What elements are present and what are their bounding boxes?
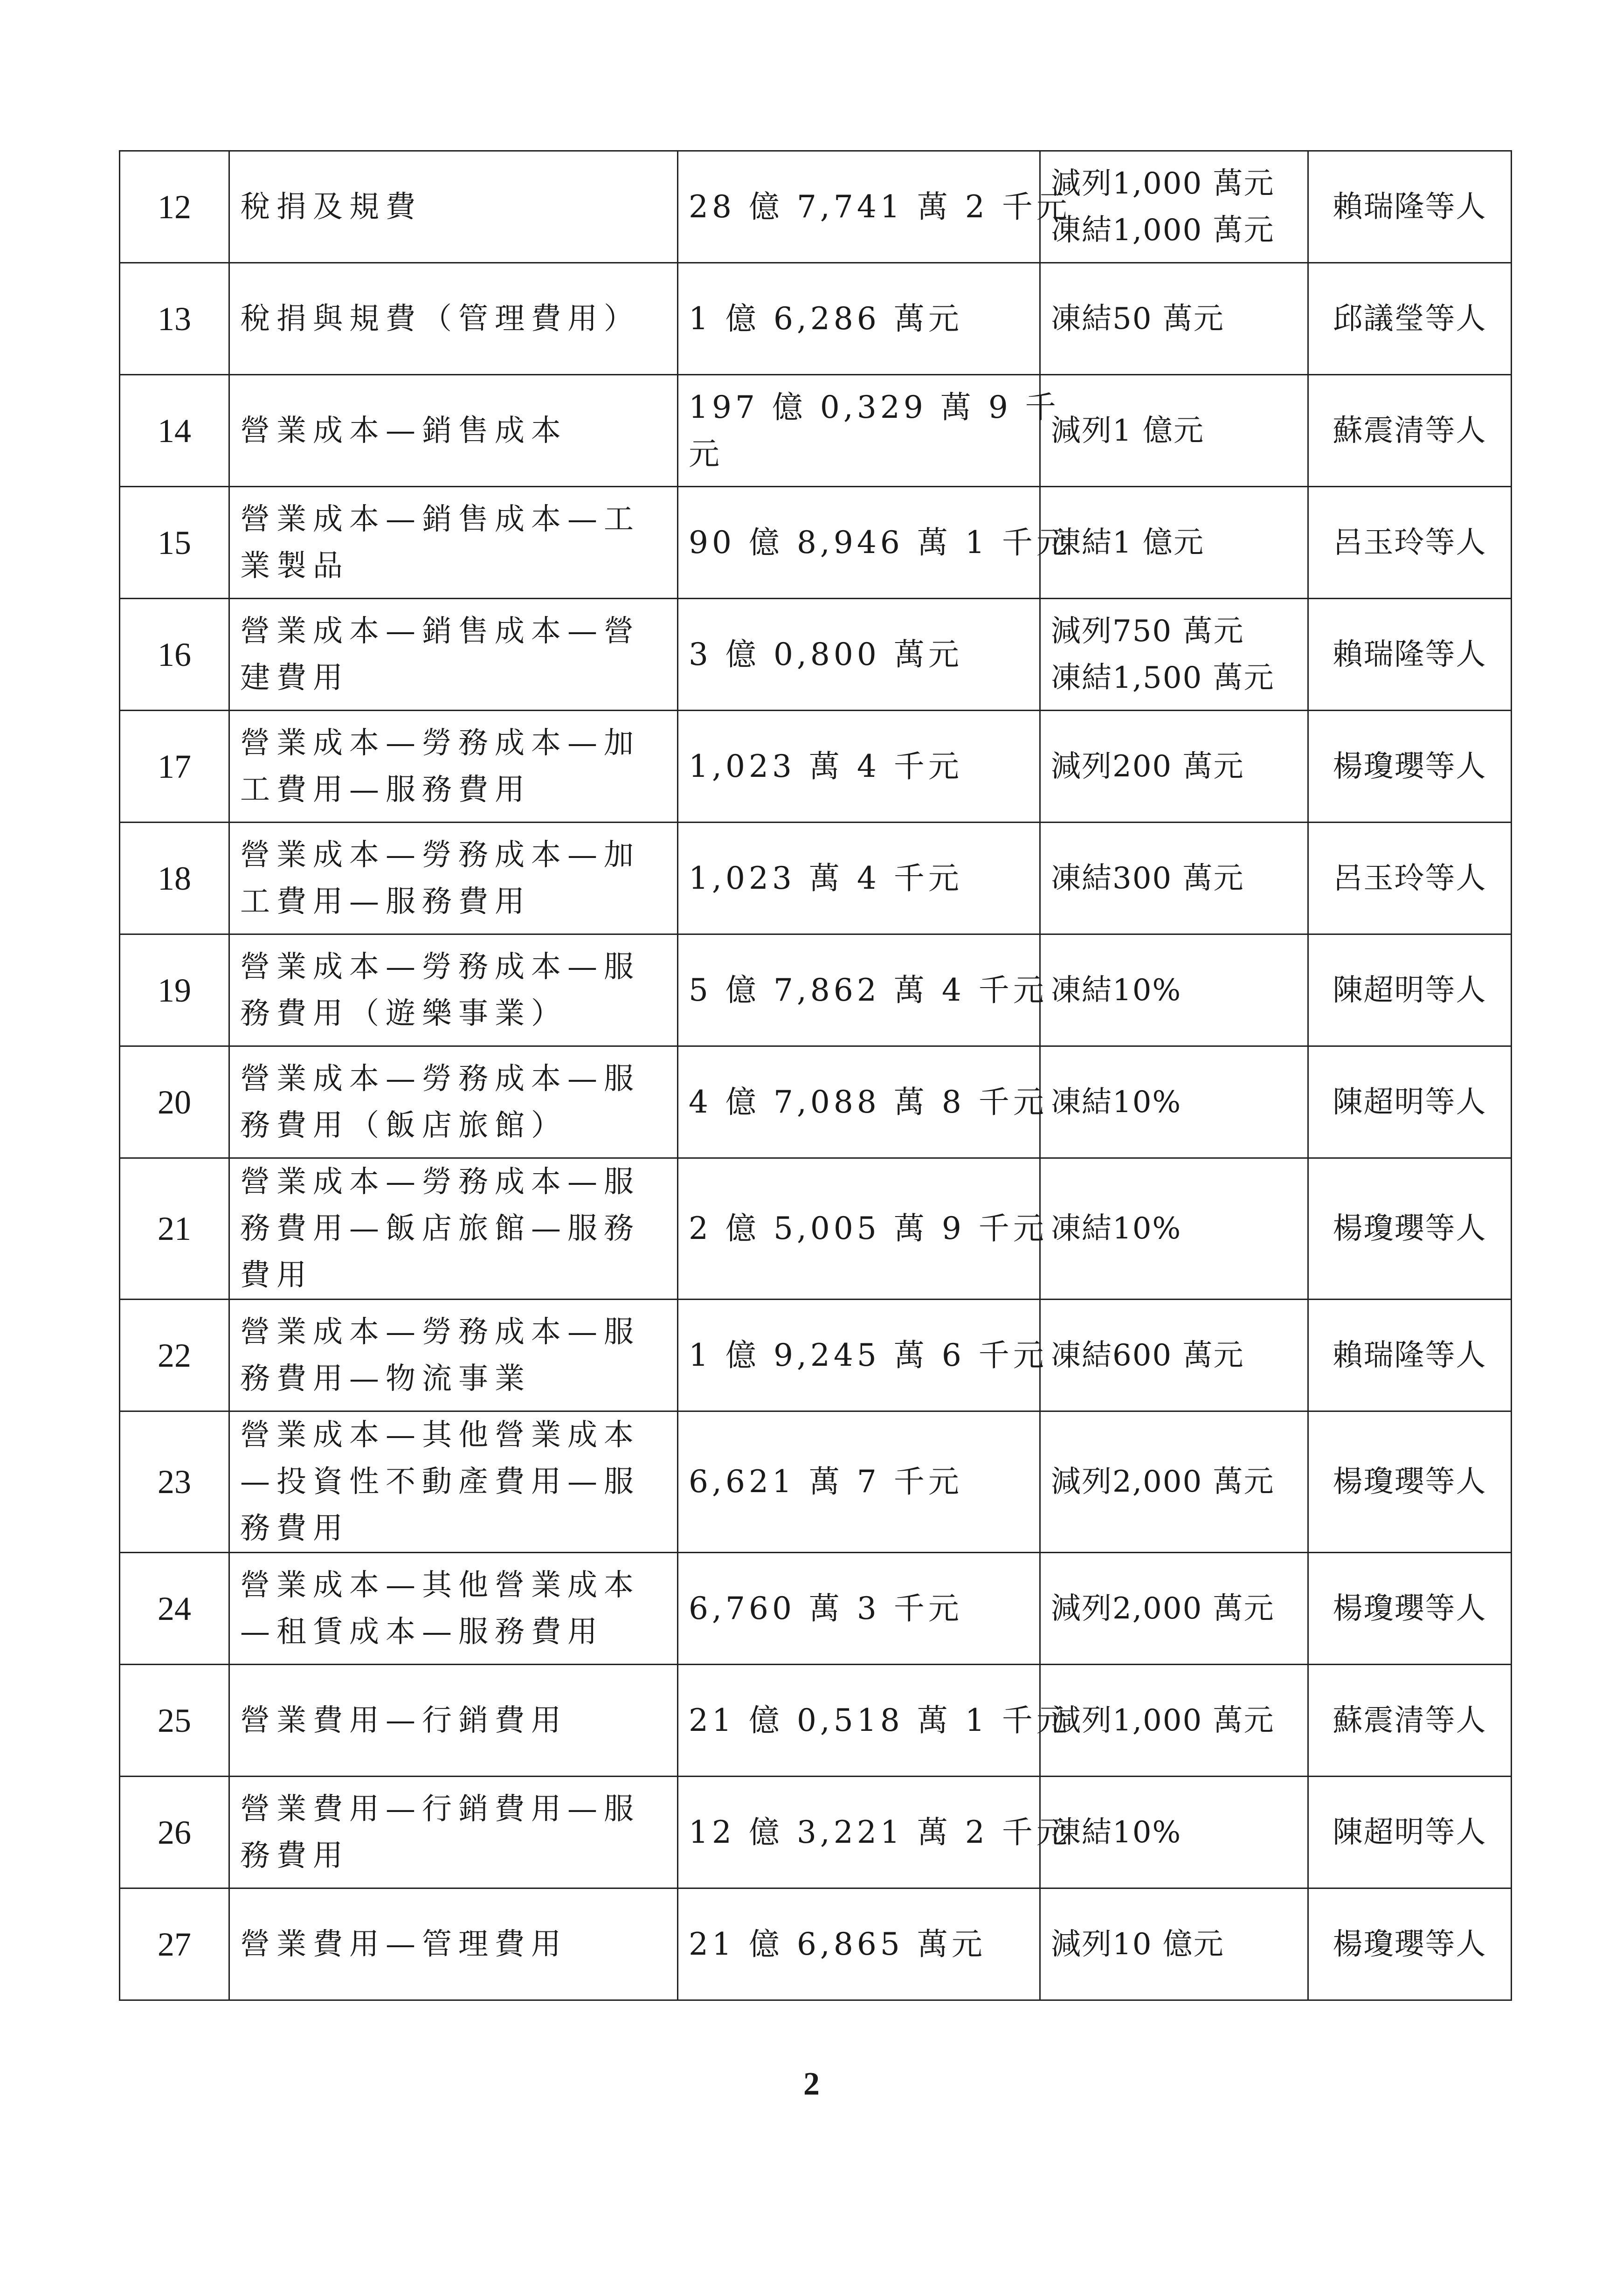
budget-item-cell bbox=[229, 823, 678, 934]
budget-item-cell bbox=[229, 711, 678, 823]
row-number-cell: 27 bbox=[120, 1888, 229, 2000]
page-number: 2 bbox=[803, 2066, 820, 2102]
budget-item-line: 工費用—服務費用 bbox=[240, 884, 531, 919]
budget-amount-line: 21 億 0,518 萬 1 千元 bbox=[689, 1702, 1071, 1738]
budget-amount-cell bbox=[678, 1411, 1040, 1553]
budget-amount-cell bbox=[678, 151, 1071, 263]
budget-item-cell bbox=[229, 934, 678, 1046]
budget-amount-line: 1,023 萬 4 千元 bbox=[689, 748, 963, 784]
budget-amount-cell bbox=[678, 823, 1040, 934]
budget-amount-line: 28 億 7,741 萬 2 千元 bbox=[689, 188, 1071, 225]
row-number-cell: 12 bbox=[120, 151, 229, 263]
budget-item-line: 務費用 bbox=[240, 1511, 349, 1546]
row-number-cell: 20 bbox=[120, 1046, 229, 1158]
budget-item-cell bbox=[229, 263, 678, 375]
table-row bbox=[120, 711, 1512, 823]
proposer-cell: 楊瓊瓔等人 bbox=[1308, 1553, 1512, 1665]
budget-amount-cell bbox=[678, 934, 1048, 1046]
motion-action-cell bbox=[1040, 375, 1308, 487]
proposer-cell: 楊瓊瓔等人 bbox=[1308, 1411, 1512, 1553]
table-row bbox=[120, 1046, 1512, 1158]
budget-amount-line: 5 億 7,862 萬 4 千元 bbox=[689, 972, 1048, 1008]
budget-item-line: 營業費用—行銷費用 bbox=[240, 1703, 567, 1738]
motion-action-cell bbox=[1040, 1046, 1308, 1158]
budget-item-line: 營業成本—勞務成本—服 bbox=[240, 1314, 640, 1349]
motion-action-line: 減列2,000 萬元 bbox=[1051, 1591, 1275, 1626]
budget-amount-cell bbox=[678, 1553, 1040, 1665]
motion-action-cell bbox=[1040, 263, 1308, 375]
budget-item-cell bbox=[229, 375, 678, 487]
budget-amount-line: 4 億 7,088 萬 8 千元 bbox=[689, 1084, 1048, 1120]
proposer-cell: 陳超明等人 bbox=[1308, 1046, 1512, 1158]
budget-amount-cell bbox=[678, 375, 1060, 487]
motion-action-cell bbox=[1040, 1888, 1308, 2000]
budget-amount-line: 12 億 3,221 萬 2 千元 bbox=[689, 1814, 1071, 1850]
budget-amount-line: 3 億 0,800 萬元 bbox=[689, 636, 963, 672]
budget-item-line: 務費用 bbox=[240, 1838, 349, 1873]
motion-action-line: 凍結10% bbox=[1051, 1211, 1182, 1246]
table-row bbox=[120, 1553, 1512, 1665]
budget-item-line: 務費用—物流事業 bbox=[240, 1361, 531, 1396]
budget-amount-cell bbox=[678, 711, 1040, 823]
table-row bbox=[120, 375, 1512, 487]
budget-item-cell bbox=[229, 1888, 678, 2000]
budget-item-cell bbox=[229, 1777, 678, 1888]
motion-action-cell bbox=[1040, 599, 1308, 711]
motion-action-cell bbox=[1040, 151, 1308, 263]
budget-item-line: 工費用—服務費用 bbox=[240, 772, 531, 807]
budget-amount-line: 1 億 6,286 萬元 bbox=[689, 300, 963, 337]
proposer-cell: 邱議瑩等人 bbox=[1308, 263, 1512, 375]
motion-action-cell bbox=[1040, 1411, 1308, 1553]
table-row bbox=[120, 487, 1512, 599]
proposer-cell: 呂玉玲等人 bbox=[1308, 487, 1512, 599]
motion-action-cell bbox=[1040, 487, 1308, 599]
row-number-cell: 14 bbox=[120, 375, 229, 487]
budget-amount-cell bbox=[678, 1300, 1048, 1411]
budget-item-line: —投資性不動產費用—服 bbox=[240, 1465, 640, 1499]
budget-item-line: 營業成本—銷售成本—工 bbox=[240, 502, 640, 537]
motion-action-line: 減列10 億元 bbox=[1051, 1927, 1224, 1962]
budget-amount-line: 1,023 萬 4 千元 bbox=[689, 860, 963, 896]
budget-amount-cell bbox=[678, 1888, 1040, 2000]
motion-action-line: 凍結10% bbox=[1051, 1815, 1182, 1850]
motion-action-line: 凍結10% bbox=[1051, 1085, 1182, 1120]
budget-amount-line: 1 億 9,245 萬 6 千元 bbox=[689, 1337, 1048, 1373]
table-row bbox=[120, 599, 1512, 711]
budget-amount-cell bbox=[678, 263, 1040, 375]
table-row bbox=[120, 151, 1512, 263]
row-number-cell: 24 bbox=[120, 1553, 229, 1665]
proposer-cell: 賴瑞隆等人 bbox=[1308, 1300, 1512, 1411]
budget-amount-cell bbox=[678, 1158, 1048, 1300]
proposer-cell: 呂玉玲等人 bbox=[1308, 823, 1512, 934]
budget-item-line: 稅捐及規費 bbox=[240, 189, 422, 224]
row-number-cell: 15 bbox=[120, 487, 229, 599]
motion-action-line: 凍結50 萬元 bbox=[1051, 301, 1224, 336]
budget-amount-line: 2 億 5,005 萬 9 千元 bbox=[689, 1210, 1048, 1246]
budget-item-line: 費用 bbox=[240, 1258, 313, 1293]
budget-amount-cell bbox=[678, 1046, 1048, 1158]
budget-item-line: 營業成本—銷售成本 bbox=[240, 413, 567, 448]
budget-item-line: 務費用（遊樂事業） bbox=[240, 996, 567, 1031]
row-number-cell: 22 bbox=[120, 1300, 229, 1411]
table-row bbox=[120, 934, 1512, 1046]
motion-action-line: 凍結1,000 萬元 bbox=[1051, 213, 1275, 248]
budget-item-cell bbox=[229, 1665, 678, 1777]
motion-action-cell bbox=[1040, 1553, 1308, 1665]
budget-item-line: 營業費用—管理費用 bbox=[240, 1927, 567, 1962]
row-number-cell: 25 bbox=[120, 1665, 229, 1777]
budget-item-line: 稅捐與規費（管理費用） bbox=[240, 301, 640, 336]
table-row bbox=[120, 1888, 1512, 2000]
budget-amount-cell bbox=[678, 1777, 1071, 1888]
budget-amount-line: 197 億 0,329 萬 9 千 bbox=[689, 389, 1060, 425]
table-row bbox=[120, 1665, 1512, 1777]
budget-amount-line: 元 bbox=[689, 436, 723, 472]
row-number-cell: 17 bbox=[120, 711, 229, 823]
proposer-cell: 楊瓊瓔等人 bbox=[1308, 1888, 1512, 2000]
row-number-cell: 21 bbox=[120, 1158, 229, 1300]
proposer-cell: 楊瓊瓔等人 bbox=[1308, 1158, 1512, 1300]
budget-item-cell bbox=[229, 1553, 678, 1665]
proposer-cell: 賴瑞隆等人 bbox=[1308, 151, 1512, 263]
budget-item-cell bbox=[229, 1411, 678, 1553]
table-row bbox=[120, 823, 1512, 934]
proposer-cell: 楊瓊瓔等人 bbox=[1308, 711, 1512, 823]
table-row bbox=[120, 1300, 1512, 1411]
table-row bbox=[120, 263, 1512, 375]
motion-action-line: 減列1 億元 bbox=[1051, 413, 1205, 448]
motion-action-line: 減列750 萬元 bbox=[1051, 614, 1244, 649]
budget-amount-line: 90 億 8,946 萬 1 千元 bbox=[689, 524, 1071, 560]
budget-amount-line: 6,621 萬 7 千元 bbox=[689, 1464, 963, 1500]
budget-item-cell bbox=[229, 487, 678, 599]
budget-amount-cell bbox=[678, 599, 1040, 711]
budget-amount-line: 6,760 萬 3 千元 bbox=[689, 1590, 963, 1626]
table-row bbox=[120, 1158, 1512, 1300]
row-number-cell: 23 bbox=[120, 1411, 229, 1553]
budget-item-line: —租賃成本—服務費用 bbox=[240, 1614, 604, 1649]
budget-item-line: 業製品 bbox=[240, 548, 349, 583]
budget-item-line: 營業成本—勞務成本—加 bbox=[240, 726, 640, 761]
budget-item-cell bbox=[229, 1158, 678, 1300]
row-number-cell: 16 bbox=[120, 599, 229, 711]
row-number-cell: 18 bbox=[120, 823, 229, 934]
budget-motion-table bbox=[119, 150, 1512, 2001]
motion-action-cell bbox=[1040, 1665, 1308, 1777]
budget-item-line: 營業成本—勞務成本—加 bbox=[240, 837, 640, 872]
motion-action-line: 減列1,000 萬元 bbox=[1051, 166, 1275, 201]
row-number-cell: 26 bbox=[120, 1777, 229, 1888]
motion-action-line: 凍結1,500 萬元 bbox=[1051, 660, 1275, 695]
table-body bbox=[120, 151, 1512, 2000]
budget-item-line: 營業費用—行銷費用—服 bbox=[240, 1791, 640, 1826]
motion-action-cell bbox=[1040, 1158, 1308, 1300]
budget-item-cell bbox=[229, 1046, 678, 1158]
budget-item-cell bbox=[229, 151, 678, 263]
motion-action-line: 減列1,000 萬元 bbox=[1051, 1703, 1275, 1738]
motion-action-line: 減列2,000 萬元 bbox=[1051, 1465, 1275, 1499]
motion-action-cell bbox=[1040, 934, 1308, 1046]
proposer-cell: 蘇震清等人 bbox=[1308, 1665, 1512, 1777]
motion-action-line: 凍結1 億元 bbox=[1051, 525, 1205, 560]
budget-item-line: 建費用 bbox=[240, 660, 349, 695]
budget-item-line: 營業成本—勞務成本—服 bbox=[240, 949, 640, 984]
budget-amount-line: 21 億 6,865 萬元 bbox=[689, 1926, 986, 1962]
row-number-cell: 13 bbox=[120, 263, 229, 375]
proposer-cell: 陳超明等人 bbox=[1308, 934, 1512, 1046]
budget-item-line: 務費用（飯店旅館） bbox=[240, 1108, 567, 1143]
motion-action-cell bbox=[1040, 711, 1308, 823]
budget-item-line: 營業成本—勞務成本—服 bbox=[240, 1061, 640, 1096]
budget-item-cell bbox=[229, 1300, 678, 1411]
row-number-cell: 19 bbox=[120, 934, 229, 1046]
motion-action-line: 凍結300 萬元 bbox=[1051, 861, 1244, 896]
motion-action-line: 減列200 萬元 bbox=[1051, 749, 1244, 784]
budget-item-line: 務費用—飯店旅館—服務 bbox=[240, 1211, 640, 1246]
motion-action-cell bbox=[1040, 1300, 1308, 1411]
motion-action-cell bbox=[1040, 1777, 1308, 1888]
motion-action-cell bbox=[1040, 823, 1308, 934]
budget-item-line: 營業成本—勞務成本—服 bbox=[240, 1165, 640, 1199]
table-row bbox=[120, 1777, 1512, 1888]
table-row bbox=[120, 1411, 1512, 1553]
budget-item-line: 營業成本—其他營業成本 bbox=[240, 1568, 640, 1603]
proposer-cell: 賴瑞隆等人 bbox=[1308, 599, 1512, 711]
motion-action-line: 凍結10% bbox=[1051, 973, 1182, 1008]
budget-item-line: 營業成本—其他營業成本 bbox=[240, 1418, 640, 1452]
budget-amount-cell bbox=[678, 487, 1071, 599]
proposer-cell: 陳超明等人 bbox=[1308, 1777, 1512, 1888]
budget-amount-cell bbox=[678, 1665, 1071, 1777]
proposer-cell: 蘇震清等人 bbox=[1308, 375, 1512, 487]
budget-item-line: 營業成本—銷售成本—營 bbox=[240, 614, 640, 649]
budget-item-cell bbox=[229, 599, 678, 711]
motion-action-line: 凍結600 萬元 bbox=[1051, 1338, 1244, 1373]
